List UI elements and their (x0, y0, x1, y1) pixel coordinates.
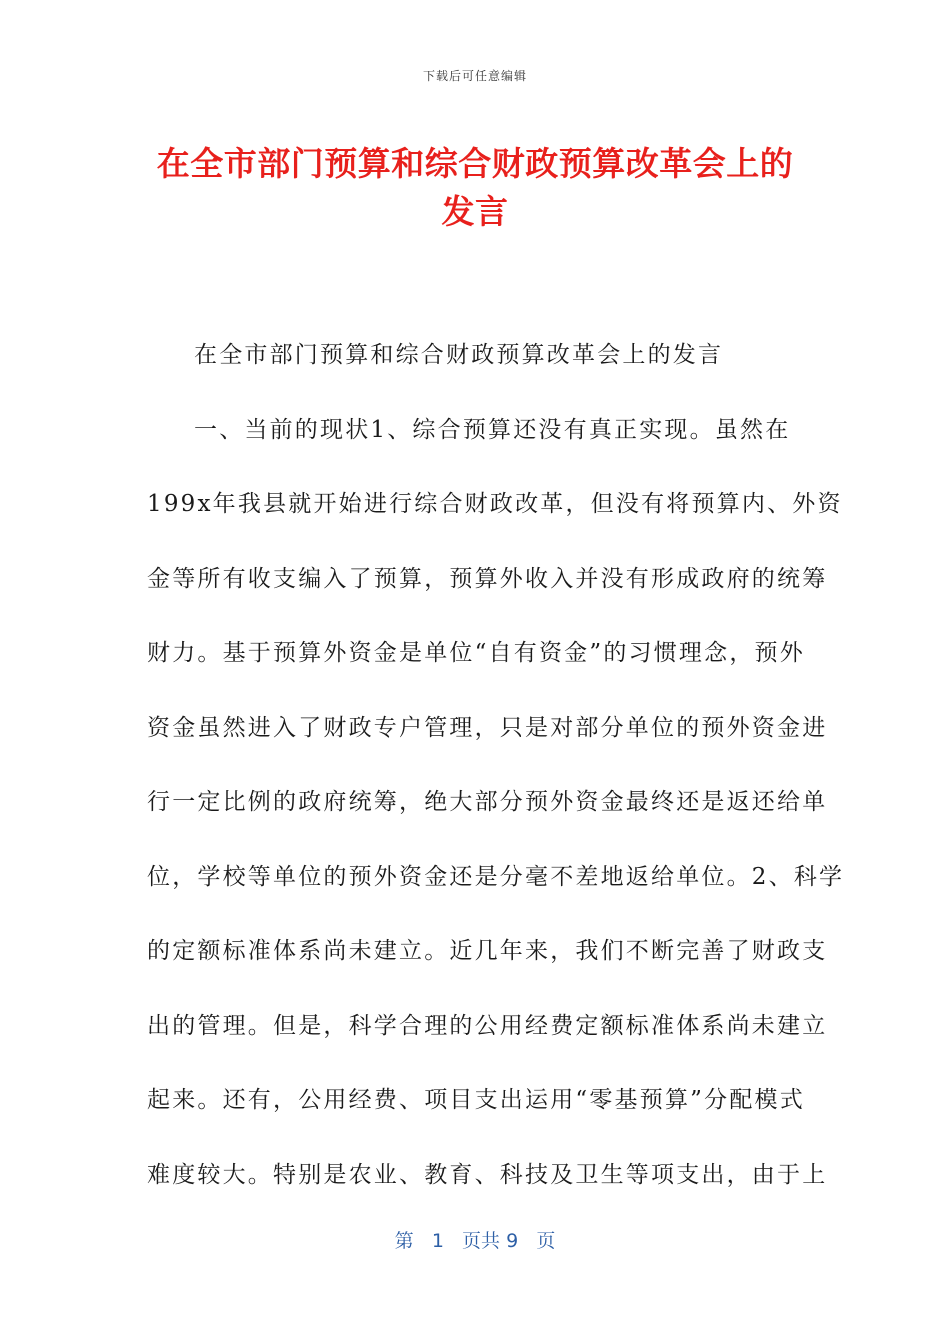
footer-middle: 页共 (462, 1230, 501, 1252)
document-body (147, 318, 845, 1212)
document-title (140, 140, 810, 236)
body-line: 行一定比例的政府统筹，绝大部分预外资金最终还是返还给单 (147, 789, 828, 815)
body-line: 一、当前的现状1、综合预算还没有真正实现。虽然在 (194, 416, 791, 443)
total-pages: 9 (506, 1230, 519, 1252)
page-footer (0, 1226, 950, 1253)
body-line: 在全市部门预算和综合财政预算改革会上的发言 (194, 342, 724, 368)
footer-suffix: 页 (536, 1230, 556, 1252)
footer-prefix: 第 (394, 1230, 414, 1252)
title-line-2: 发言 (441, 192, 509, 231)
body-line: 199x年我县就开始进行综合财政改革，但没有将预算内、外资 (147, 491, 843, 517)
body-line: 难度较大。特别是农业、教育、科技及卫生等项支出，由于上 (147, 1161, 828, 1188)
title-line-1: 在全市部门预算和综合财政预算改革会上的 (156, 144, 794, 183)
page-number: 1 (431, 1230, 444, 1252)
header-note: 下载后可任意编辑 (422, 69, 527, 83)
body-line: 财力。基于预算外资金是单位“自有资金”的习惯理念，预外 (147, 640, 805, 666)
body-line: 出的管理。但是，科学合理的公用经费定额标准体系尚未建立 (147, 1012, 828, 1039)
body-line: 起来。还有，公用经费、项目支出运用“零基预算”分配模式 (147, 1087, 805, 1113)
body-line: 的定额标准体系尚未建立。近几年来，我们不断完善了财政支 (147, 938, 828, 964)
body-line: 位，学校等单位的预外资金还是分毫不差地返给单位。2、科学 (147, 863, 845, 890)
body-line: 金等所有收支编入了预算，预算外收入并没有形成政府的统筹 (147, 565, 828, 592)
body-line: 资金虽然进入了财政专户管理，只是对部分单位的预外资金进 (147, 714, 828, 741)
